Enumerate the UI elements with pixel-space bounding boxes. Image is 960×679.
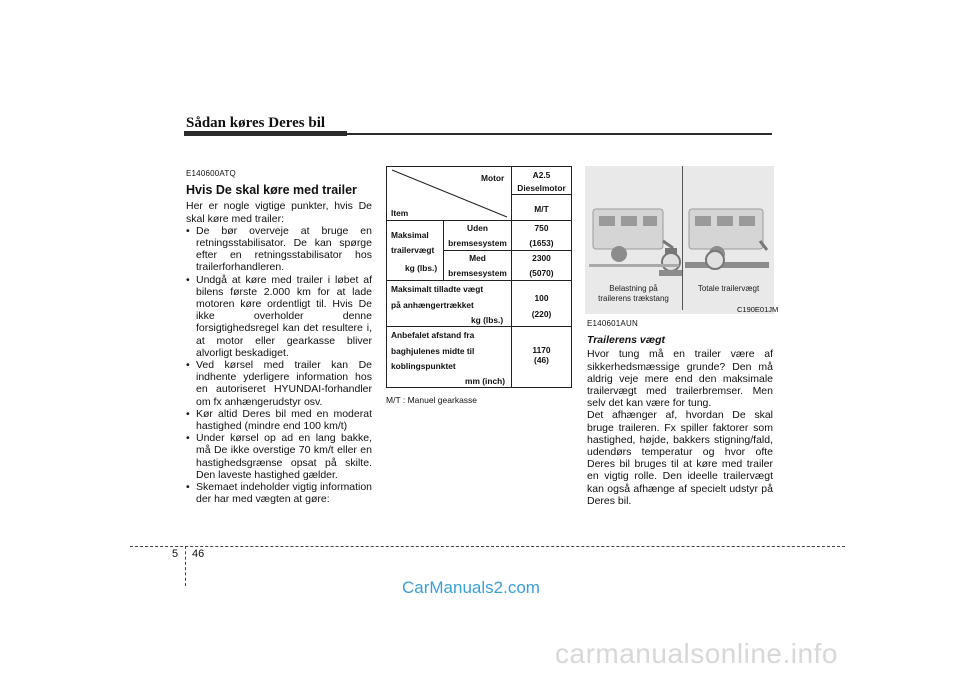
engine-name: A2.5 [532, 170, 551, 180]
table-divider [387, 326, 571, 327]
paragraph: Hvor tung må en trailer være af sikkerhedsmæssige grunde? Den må aldrig veje mere end den maksimale trailervægt med trailerbremser. Men selv det kan være for tung. [587, 348, 773, 410]
header-rule-thick [184, 131, 347, 136]
with-brakes-label: bremsesystem [448, 268, 507, 278]
transmission-label: M/T [534, 204, 549, 214]
footer-rule [130, 546, 845, 547]
figure-caption-line: trailerens trækstang [598, 294, 669, 303]
chapter-number: 5 [172, 548, 179, 560]
list-item: • Undgå at køre med trailer i løbet af bilens første 2.000 km for at lade motoren køre ordentligt til. Hvis De ikke overholder denne forsigtighedsregel kan det resultere i, at motor eller gearkasse bliver alvorligt beskadiget. [186, 274, 372, 359]
max-trailer-label: trailervægt [391, 245, 435, 255]
paragraph: Det afhænger af, hvordan De skal bruge traileren. Fx spiller faktorer som hastighed, højde, bakkers stigning/fald, udendørs temperatur og hvor ofte Deres bil bruges til at køre med trailer en vigtig rolle. Den ideelle trailervægt kan også afhænge af specielt udstyr på Deres bil. [587, 409, 773, 507]
table-footnote: M/T : Manuel gearkasse [386, 395, 478, 405]
distance-value: 1170 [532, 345, 551, 355]
tongue-load-drawing [589, 209, 683, 276]
bullet-list [186, 225, 372, 506]
total-weight-drawing [685, 209, 769, 269]
towing-section [186, 168, 372, 505]
list-item: • Skemaet indeholder vigtig information der har med vægten at gøre: [186, 481, 372, 505]
vertical-load-unit: kg (lbs.) [471, 315, 504, 325]
distance-label: Anbefalet afstand fra [391, 330, 475, 340]
without-brakes-value: 750 [534, 223, 549, 233]
distance-label: koblingspunktet [391, 361, 456, 371]
without-brakes-value-lbs: (1653) [529, 238, 554, 248]
page-header-title: Sådan køres Deres bil [186, 115, 326, 131]
list-item: • Ved kørsel med trailer kan De indhente yderligere information hos en autoriseret HYUNDAI-forhandler om fx anhængerudstyr osv. [186, 359, 372, 408]
vertical-load-value-lbs: (220) [531, 309, 552, 319]
with-brakes-value: 2300 [532, 253, 551, 263]
table-divider [511, 194, 571, 195]
figure-divider [682, 166, 683, 310]
section-code: E140601AUN [587, 319, 638, 328]
without-brakes-label: Uden [467, 223, 488, 233]
distance-value-inch: (46) [534, 355, 549, 365]
vertical-load-label: Maksimalt tilladte vægt [391, 284, 484, 294]
footer-vertical-rule [185, 546, 186, 586]
watermark-carmanualsonline: carmanualsonline.info [555, 638, 838, 669]
section-subheading: Trailerens vægt [587, 334, 666, 347]
section-code: E140600ATQ [186, 169, 236, 178]
trailer-weight-figure [585, 166, 774, 314]
with-brakes-value-lbs: (5070) [529, 268, 554, 278]
header-item: Item [391, 208, 409, 218]
header-motor: Motor [481, 173, 505, 183]
list-item: • Kør altid Deres bil med en moderat hastighed (mindre end 100 km/t) [186, 408, 372, 432]
header-rule-thin [347, 133, 772, 135]
table-divider [387, 280, 571, 281]
page-number: 46 [192, 548, 205, 560]
figure-caption-line: Belastning på [609, 284, 658, 293]
list-item: • Under kørsel op ad en lang bakke, må De ikke overstige 70 km/t eller en hastighedsgrænse opsat på skilte. Den laveste hastighed gælder. [186, 432, 372, 481]
trailer-weight-section [587, 318, 773, 507]
watermark-carmanuals: CarManuals2.com [402, 578, 540, 597]
max-trailer-unit: kg (lbs.) [405, 263, 438, 273]
trailer-spec-table [386, 166, 572, 388]
without-brakes-label: bremsesystem [448, 238, 507, 248]
section-intro: Her er nogle vigtige punkter, hvis De skal køre med trailer: [186, 200, 372, 225]
max-trailer-label: Maksimal [391, 230, 429, 240]
distance-label: baghjulenes midte til [391, 346, 475, 356]
section-heading: Hvis De skal køre med trailer [186, 183, 357, 198]
vertical-load-value: 100 [534, 293, 549, 303]
figure-caption-total: Totale trailervægt [697, 284, 760, 293]
distance-unit: mm (inch) [465, 376, 506, 386]
table-divider [443, 250, 571, 251]
figure-code: C190E01JM [737, 305, 779, 314]
engine-type: Dieselmotor [517, 183, 566, 193]
vertical-load-label: på anhængertrækket [391, 300, 474, 310]
list-item: • De bør overveje at bruge en retningsstabilisator. De kan spørge efter en retningsstabilisator hos trailerforhandleren. [186, 225, 372, 274]
figure-caption-tongue [585, 284, 682, 304]
table-divider [387, 220, 571, 221]
with-brakes-label: Med [469, 253, 486, 263]
